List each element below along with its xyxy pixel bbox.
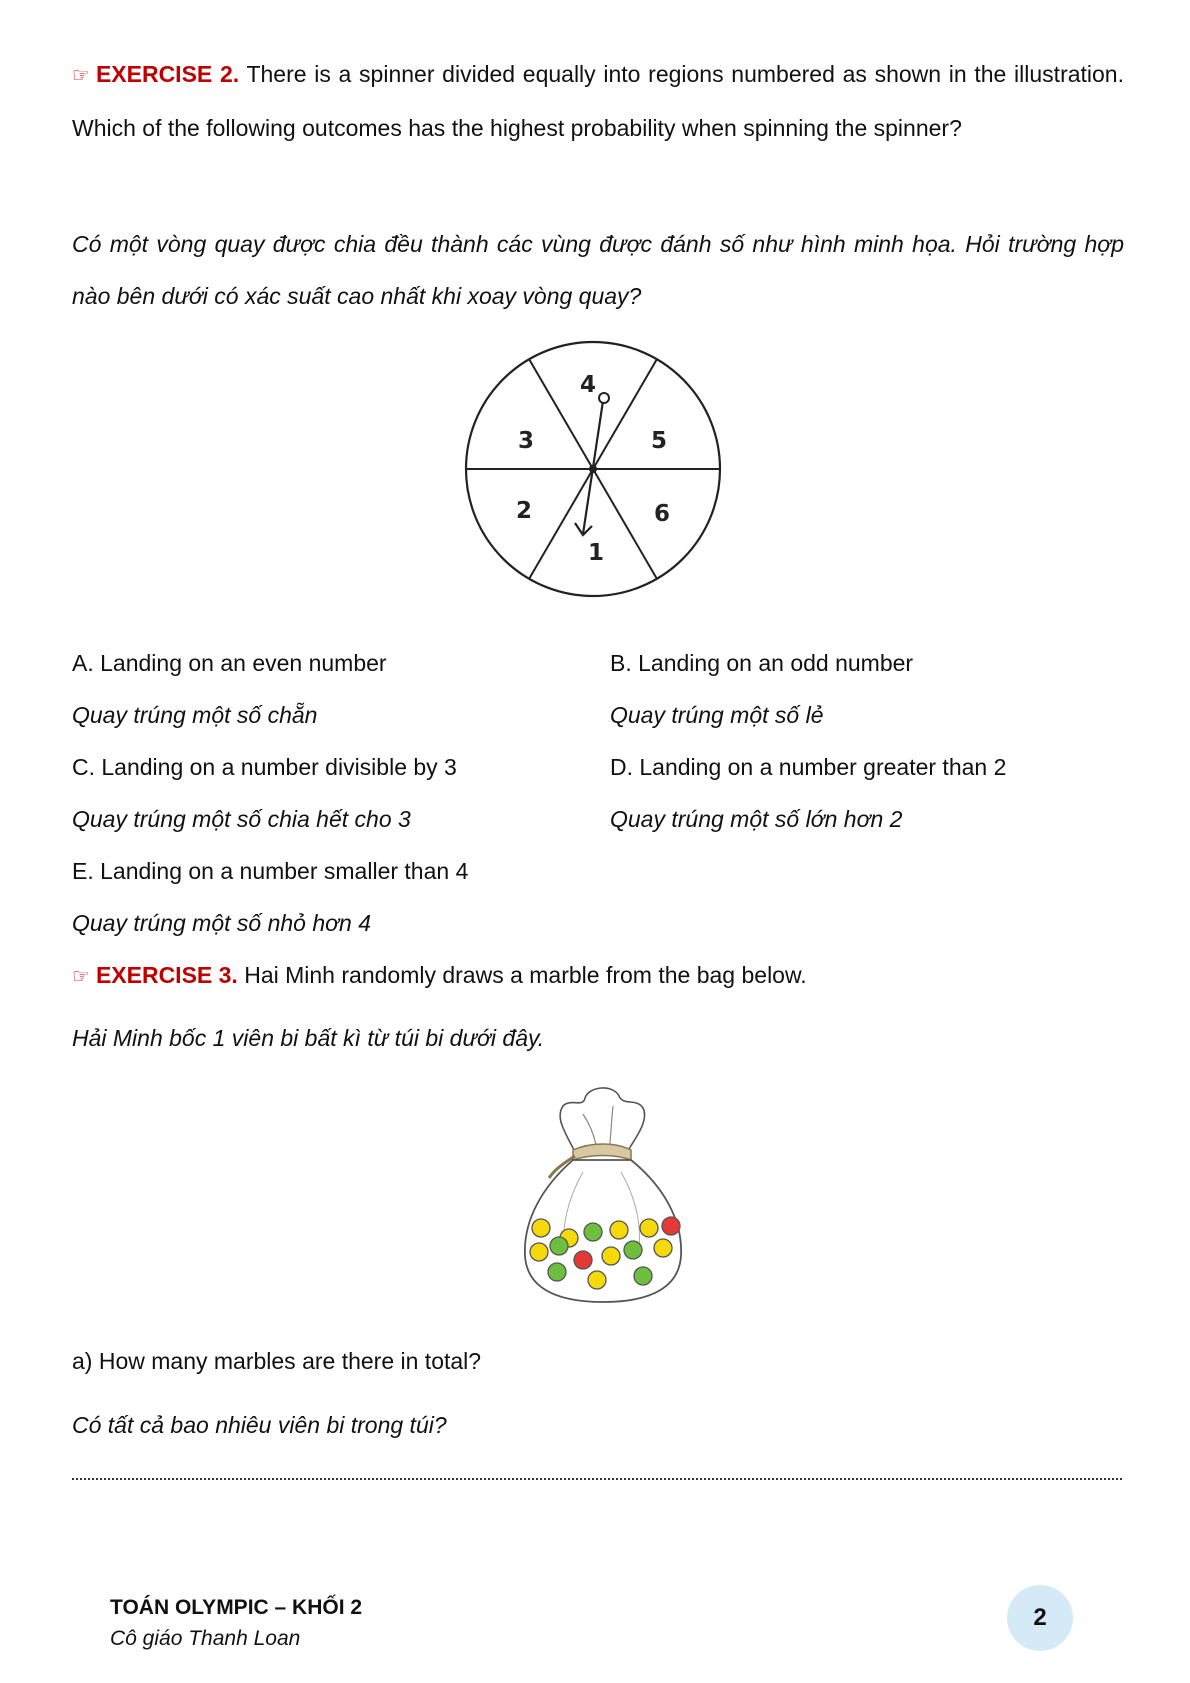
yellow-marble xyxy=(654,1239,672,1257)
footer-author: Cô giáo Thanh Loan xyxy=(110,1627,301,1650)
pointer-tail-ring xyxy=(599,393,609,403)
spinner-number-5: 5 xyxy=(651,428,668,454)
yellow-marble xyxy=(588,1271,606,1289)
spinner-number-2: 2 xyxy=(516,498,533,524)
green-marble xyxy=(634,1267,652,1285)
spinner-number-4: 4 xyxy=(580,372,597,398)
red-marble xyxy=(574,1251,592,1269)
bag-top xyxy=(560,1088,645,1152)
yellow-marble xyxy=(530,1243,548,1261)
yellow-marble xyxy=(602,1247,620,1265)
exercise-2-text-en: There is a spinner divided equally into regions numbered as shown in the illustration. Which of the following outcomes has the highest probability when spinning the spinner? xyxy=(72,61,1124,141)
marble-bag-figure xyxy=(513,1080,691,1312)
spinner-center xyxy=(589,465,597,473)
answer-line xyxy=(72,1478,1122,1480)
exercise-3-question xyxy=(72,960,807,992)
green-marble xyxy=(550,1237,568,1255)
question-a-en: a) How many marbles are there in total? xyxy=(72,1348,482,1374)
exercise-2-text-vi: Có một vòng quay được chia đều thành các vùng được đánh số như hình minh họa. Hỏi trường hợp nào bên dưới có xác suất cao nhất khi xoay vòng quay? xyxy=(72,231,1124,309)
page-number-badge xyxy=(1007,1585,1073,1651)
exercise-2-label: EXERCISE 2. xyxy=(95,61,240,87)
exercise-2-question xyxy=(72,48,1124,154)
option-e-en: E. Landing on a number smaller than 4 xyxy=(72,858,469,884)
green-marble xyxy=(624,1241,642,1259)
yellow-marble xyxy=(610,1221,628,1239)
option-d-en: D. Landing on a number greater than 2 xyxy=(610,754,1007,780)
question-a-vi: Có tất cả bao nhiêu viên bi trong túi? xyxy=(72,1412,447,1438)
option-b-vi: Quay trúng một số lẻ xyxy=(610,702,824,728)
exercise-3-label: EXERCISE 3. xyxy=(95,962,238,988)
pointing-hand-icon: ☞ xyxy=(72,966,90,988)
option-c-en: C. Landing on a number divisible by 3 xyxy=(72,754,457,780)
option-c-vi: Quay trúng một số chia hết cho 3 xyxy=(72,806,411,832)
green-marble xyxy=(548,1263,566,1281)
option-d-vi: Quay trúng một số lớn hơn 2 xyxy=(610,806,903,832)
green-marble xyxy=(584,1223,602,1241)
option-a-vi: Quay trúng một số chẵn xyxy=(72,702,318,728)
footer-title: TOÁN OLYMPIC – KHỐI 2 xyxy=(110,1596,363,1619)
yellow-marble xyxy=(640,1219,658,1237)
spinner-number-6: 6 xyxy=(654,501,671,527)
option-a-en: A. Landing on an even number xyxy=(72,650,387,676)
pointing-hand-icon: ☞ xyxy=(72,65,90,87)
yellow-marble xyxy=(532,1219,550,1237)
option-e-vi: Quay trúng một số nhỏ hơn 4 xyxy=(72,910,372,936)
exercise-3-text-en: Hai Minh randomly draws a marble from the bag below. xyxy=(244,962,807,988)
exercise-3-text-vi: Hải Minh bốc 1 viên bi bất kì từ túi bi dưới đây. xyxy=(72,1025,545,1051)
spinner-number-3: 3 xyxy=(518,428,535,454)
red-marble xyxy=(662,1217,680,1235)
spinner-number-1: 1 xyxy=(588,540,605,566)
page-number: 2 xyxy=(1033,1604,1047,1631)
option-b-en: B. Landing on an odd number xyxy=(610,650,914,676)
bag-rope xyxy=(573,1144,631,1160)
spinner-figure xyxy=(462,338,724,600)
